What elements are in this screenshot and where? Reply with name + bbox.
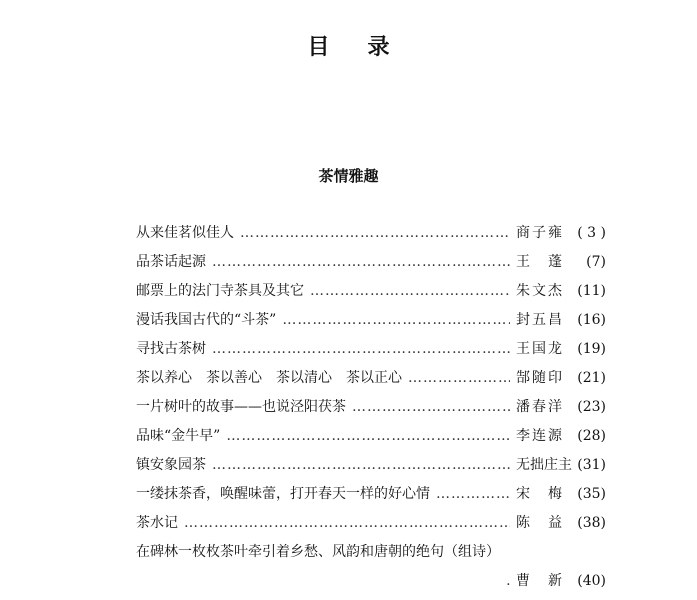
leader-dots <box>212 254 510 270</box>
entry-title: 漫话我国古代的“斗茶” <box>136 312 277 328</box>
entry-title: 茶以养心 茶以善心 茶以清心 茶以正心 <box>136 370 402 386</box>
entry-author: 曹 新 <box>516 573 562 589</box>
leader-dots <box>212 457 510 473</box>
toc-entry[interactable] <box>136 454 606 483</box>
leader-dots <box>184 515 510 531</box>
entry-author: 朱文杰 <box>516 283 562 299</box>
leader-dots <box>282 312 510 328</box>
toc-entry[interactable] <box>136 483 606 512</box>
toc-entry[interactable] <box>136 425 606 454</box>
toc-entry-title-line[interactable] <box>136 541 606 570</box>
entry-author: 王 蓬 <box>516 254 562 270</box>
entry-author: 李连源 <box>516 428 562 444</box>
entry-page: (21) <box>577 370 606 386</box>
title-char-left: 目 <box>307 34 330 60</box>
entry-page: (19) <box>577 341 606 357</box>
page-title <box>0 30 697 61</box>
leader-dots <box>408 370 510 386</box>
entry-page: (38) <box>577 515 606 531</box>
entry-author: 商子雍 <box>516 225 562 241</box>
entry-author: 郜随印 <box>516 370 562 386</box>
entry-page: (31) <box>577 457 606 473</box>
entry-title: 茶水记 <box>136 515 178 531</box>
entry-page: ( 3 ) <box>577 225 606 241</box>
entry-title: 镇安象园茶 <box>136 457 206 473</box>
entry-page: (7) <box>586 254 606 270</box>
toc-entry[interactable] <box>136 367 606 396</box>
entry-author: 潘春洋 <box>516 399 562 415</box>
entry-title: 邮票上的法门寺茶具及其它 <box>136 283 304 299</box>
leader-dots <box>226 428 510 444</box>
entry-author: 陈 益 <box>516 515 562 531</box>
entry-author: 宋 梅 <box>516 486 562 502</box>
toc-entry[interactable] <box>136 309 606 338</box>
entry-title: 品茶话起源 <box>136 254 206 270</box>
entry-author: 封五昌 <box>516 312 562 328</box>
entry-author: 无拙庄主 <box>516 457 572 473</box>
entry-title: 从来佳茗似佳人 <box>136 225 234 241</box>
entry-page: (40) <box>577 573 606 589</box>
leader-dots <box>436 486 510 502</box>
entry-title: 品味“金牛早” <box>136 428 221 444</box>
entry-author: 王国龙 <box>516 341 562 357</box>
section-title: 茶情雅趣 <box>318 167 379 185</box>
entry-title: 一缕抹茶香，唤醒味蕾，打开春天一样的好心情 <box>136 486 430 502</box>
toc-entry[interactable] <box>136 251 606 280</box>
toc-entry-continuation[interactable] <box>136 570 606 599</box>
toc-entry[interactable] <box>136 512 606 541</box>
entry-page: (11) <box>577 283 606 299</box>
entry-title: 一片树叶的故事——也说泾阳茯茶 <box>136 399 346 415</box>
leader-dots <box>506 573 510 589</box>
entry-page: (23) <box>577 399 606 415</box>
entry-page: (35) <box>577 486 606 502</box>
entry-title: 寻找古茶树 <box>136 341 206 357</box>
toc-entry[interactable] <box>136 280 606 309</box>
toc-entry[interactable] <box>136 338 606 367</box>
title-char-right: 录 <box>367 34 390 60</box>
toc-list <box>136 222 606 599</box>
leader-dots <box>240 225 510 241</box>
entry-page: (16) <box>577 312 606 328</box>
entry-title: 在碑林一枚枚茶叶牵引着乡愁、风韵和唐朝的绝句（组诗） <box>136 544 500 560</box>
leader-dots <box>310 283 510 299</box>
leader-dots <box>352 399 510 415</box>
leader-dots <box>212 341 510 357</box>
toc-entry[interactable] <box>136 222 606 251</box>
entry-page: (28) <box>577 428 606 444</box>
toc-entry[interactable] <box>136 396 606 425</box>
